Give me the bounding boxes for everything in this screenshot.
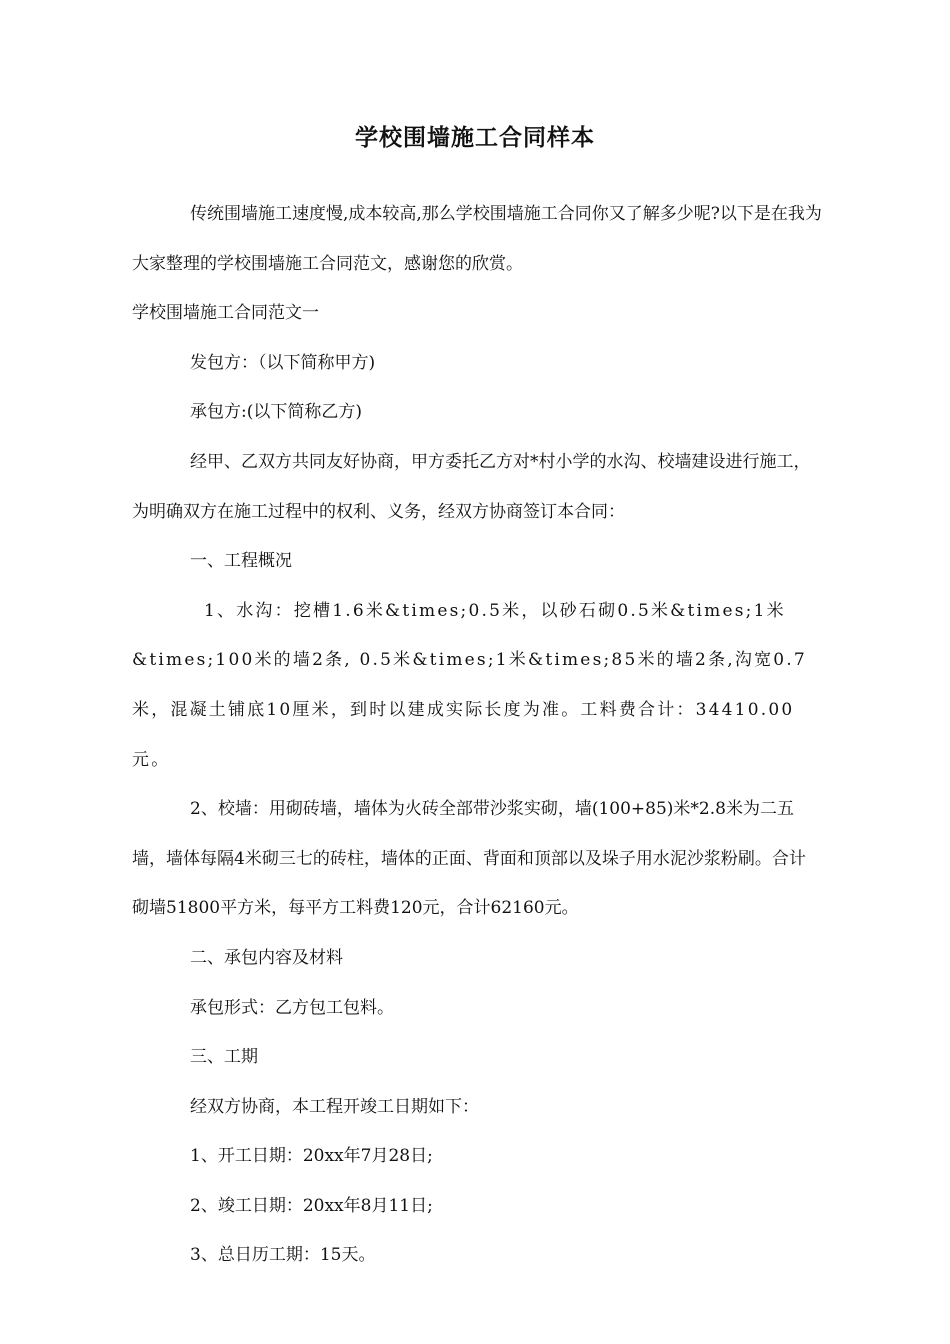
document-body bbox=[132, 190, 822, 1281]
intro-paragraph: 传统围墙施工速度慢,成本较高,那么学校围墙施工合同你又了解多少呢?以下是在我为大家整理的学校围墙施工合同范文，感谢您的欣赏。 bbox=[132, 204, 822, 274]
party-b-line: 承包方:(以下简称乙方) bbox=[190, 402, 362, 423]
contract-form-line: 承包形式：乙方包工包料。 bbox=[190, 997, 394, 1018]
schedule-intro-line: 经双方协商，本工程开竣工日期如下： bbox=[190, 1096, 479, 1117]
party-a-line: 发包方：（以下简称甲方) bbox=[190, 352, 376, 373]
section-heading-scope: 二、承包内容及材料 bbox=[190, 947, 343, 968]
item-wall-paragraph: 2、校墙：用砌砖墙，墙体为火砖全部带沙浆实砌，墙(100+85)米*2.8米为二五墙，墙体每隔4米砌三七的砖柱，墙体的正面、背面和顶部以及垛子用水泥沙浆粉刷。合计砌墙51800平方米，每平方工料费120元，合计62160元。 bbox=[132, 799, 806, 919]
section-heading-schedule: 三、工期 bbox=[190, 1047, 258, 1068]
total-duration-line: 3、总日历工期：15天。 bbox=[190, 1245, 376, 1266]
item-ditch-paragraph: 1、水沟：挖槽1.6米&times;0.5米，以砂石砌0.5米&times;1米&times;100米的墙2条, 0.5米&times;1米&times;85米的墙2条,沟宽0.7米，混凝土铺底10厘米，到时以建成实际长度为准。工料费合计：34410.00元。 bbox=[132, 600, 807, 770]
completion-date-line: 2、竣工日期：20xx年8月11日; bbox=[190, 1195, 433, 1216]
section-heading-overview: 一、工程概况 bbox=[190, 551, 292, 572]
start-date-line: 1、开工日期：20xx年7月28日; bbox=[190, 1146, 433, 1167]
document-title: 学校围墙施工合同样本 bbox=[355, 125, 595, 151]
agreement-paragraph: 经甲、乙双方共同友好协商，甲方委托乙方对*村小学的水沟、校墙建设进行施工，为明确双方在施工过程中的权利、义务，经双方协商签订本合同： bbox=[132, 451, 811, 522]
section-heading-sample-one: 学校围墙施工合同范文一 bbox=[132, 303, 319, 324]
